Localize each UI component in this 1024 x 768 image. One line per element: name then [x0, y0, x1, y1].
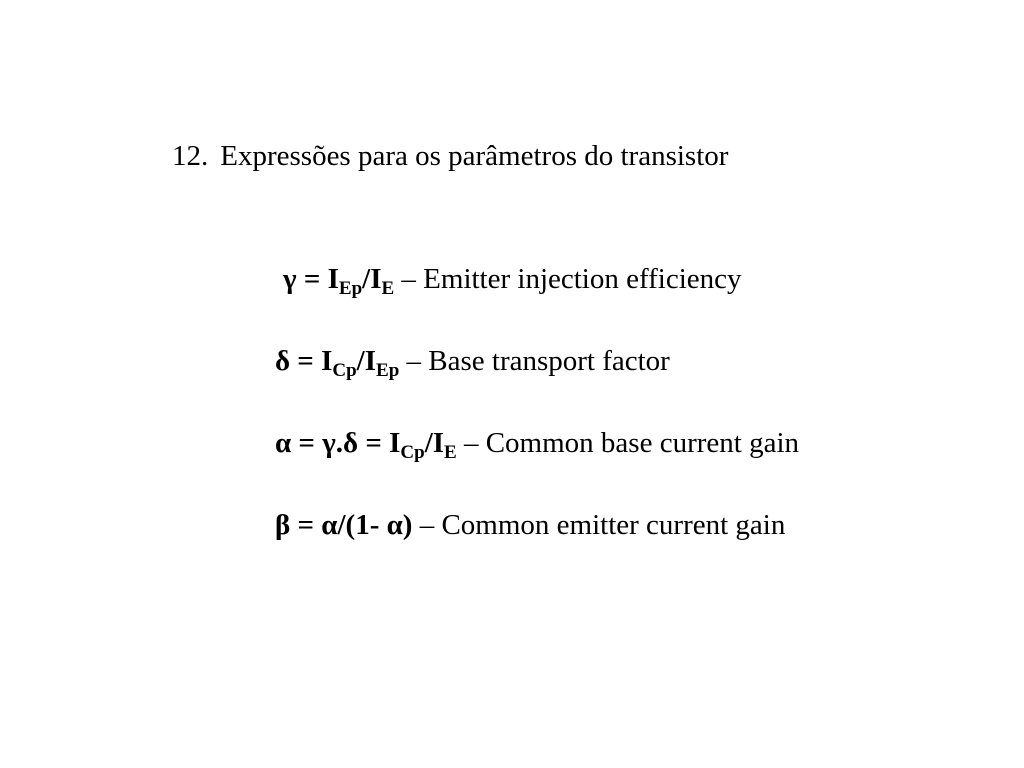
equation-description: – Common emitter current gain — [412, 509, 786, 541]
equation-description: – Common base current gain — [456, 427, 799, 459]
formula-divider: /I — [424, 427, 445, 459]
formula-divider: /I — [362, 263, 382, 295]
formula: β = α/(1- α) — [275, 509, 413, 541]
equation-description: – Emitter injection efficiency — [394, 263, 742, 295]
formula-subscript: E — [381, 278, 395, 299]
equation-description: – Base transport factor — [399, 345, 670, 377]
formula — [275, 427, 457, 463]
formula — [275, 345, 400, 381]
formula-lhs: α = γ.δ = I — [275, 427, 401, 459]
formula-subscript: Ep — [338, 278, 363, 299]
formula-divider: /I — [356, 345, 377, 377]
slide-title — [172, 138, 728, 174]
equation-base-transport-factor — [275, 343, 670, 379]
formula-subscript: E — [444, 442, 457, 463]
title-number: 12. — [172, 140, 209, 172]
title-text: Expressões para os parâmetros do transistor — [220, 140, 729, 172]
equation-common-base-gain — [275, 425, 799, 461]
formula-subscript: Ep — [376, 360, 400, 381]
formula-subscript: Cp — [332, 360, 357, 381]
formula-subscript: Cp — [400, 442, 425, 463]
formula-lhs: γ = I — [283, 263, 339, 295]
equation-common-emitter-gain — [275, 507, 785, 543]
formula-lhs: δ = I — [275, 345, 333, 377]
equation-injection-efficiency — [283, 261, 742, 297]
formula — [283, 263, 395, 299]
